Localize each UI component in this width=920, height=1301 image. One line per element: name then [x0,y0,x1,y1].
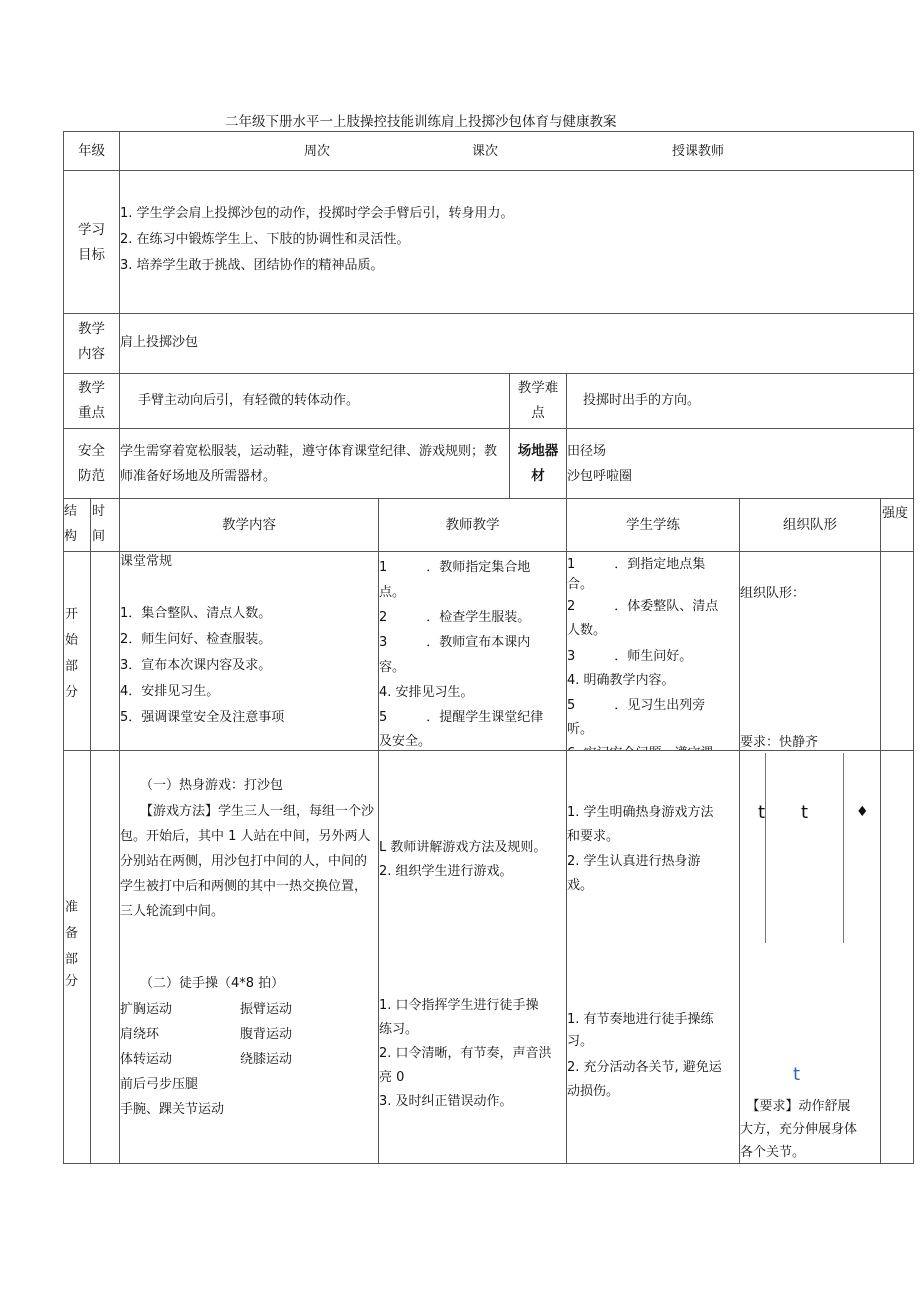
venue-line-1: 田径场 [567,444,607,459]
teacher-label: 授课教师 [672,144,725,159]
calisthenics-teacher-line: 2. 口令清晰，有节奏，声音洪 [379,1046,552,1061]
calisthenics-item: 腹背运动 [240,1027,293,1042]
time-header [90,498,120,552]
difficulty-cell [566,373,914,429]
calisthenics-title: （二）徒手操（4*8 拍） [140,976,285,991]
start-content-item: 1．集合整队、清点人数。 [120,606,272,621]
header-info-cell [119,131,914,171]
intensity-header [880,498,914,552]
week-label: 周次 [304,144,331,159]
calisthenics-student-line: 2. 充分活动各关节, 避免运 [567,1060,722,1075]
prep-requirement-line: 大方，充分伸展身体 [740,1122,858,1137]
start-label-char: 始 [65,633,79,648]
formation-header-label: 组织队形 [783,517,837,533]
student-header [566,498,740,552]
venue-cell [566,428,914,499]
grade-label: 年级 [78,143,105,159]
grade-label-cell [63,131,120,171]
time-header-1: 时 [92,504,106,519]
objectives-label-1: 学习 [78,222,105,238]
start-content-title: 课堂常规 [120,554,173,569]
objectives-label-2: 目标 [78,247,105,263]
time-header-2: 间 [92,529,106,544]
warmup-title: （一）热身游戏：打沙包 [140,778,284,793]
safety-cell [119,428,510,499]
start-teacher-line: 5 ．提醒学生课堂纪律 [379,710,544,725]
keypoints-label-cell [63,373,120,429]
start-teacher-cell [378,551,567,751]
calisthenics-teacher-line: 3. 及时纠正错误动作。 [379,1094,513,1109]
formation-marker-diamond-icon: ♦ [856,804,869,820]
formation-header [739,498,881,552]
start-content-item: 5．强调课堂安全及注意事项 [120,710,285,725]
start-teacher-line: 4. 安排见习生。 [379,685,474,700]
content-label-cell [63,313,120,374]
prep-label-char: 准 [65,900,79,915]
start-teacher-line: 3 ．教师宣布本课内 [379,635,531,650]
start-student-line: 人数。 [567,623,607,638]
start-content-item: 3．宣布本次课内容及求。 [120,658,272,673]
start-student-line: 4. 明确教学内容。 [567,673,675,688]
start-label-char: 分 [65,685,79,700]
start-teacher-line: 容。 [379,660,406,675]
warmup-teacher-line: L 教师讲解游戏方法及规则。 [379,840,547,855]
start-intensity-cell [880,551,914,751]
difficulty-label-1: 教学难 [517,380,559,396]
prep-teacher-cell [378,750,567,1164]
calisthenics-teacher-line: 亮 0 [379,1070,405,1085]
formation-marker-teacher-icon: t [793,1064,801,1085]
calisthenics-item: 振臂运动 [240,1002,293,1017]
objectives-label-cell [63,170,120,314]
start-formation-requirement: 要求：快静齐 [740,735,819,750]
warmup-student-line: 和要求。 [567,829,620,844]
calisthenics-item: 前后弓步压腿 [120,1077,199,1092]
safety-label-2: 防范 [78,468,105,484]
student-header-label: 学生学练 [626,517,680,533]
warmup-teacher-line: 2. 组织学生进行游戏。 [379,864,513,879]
calisthenics-student-line: 动损伤。 [567,1084,620,1099]
start-content-cell [119,551,379,751]
structure-header [63,498,91,552]
start-student-line: 听。 [567,722,594,737]
start-teacher-line: 及安全。 [379,734,432,749]
calisthenics-item: 肩绕环 [120,1027,160,1042]
prep-label-char: 部 [65,952,79,967]
venue-label-2: 材 [531,468,545,484]
calisthenics-student-line: 习。 [567,1034,594,1049]
formation-marker-person-icon: t [801,802,809,823]
start-label-char: 开 [65,607,79,622]
start-content-item: 2．师生问好、检查服装。 [120,632,272,647]
prep-time-cell [90,750,120,1164]
prep-intensity-cell [880,750,914,1164]
content-label-2: 内容 [78,346,105,362]
content-cell [119,313,914,374]
start-teacher-line: 点。 [379,585,406,600]
start-formation-label: 组织队形： [740,586,806,601]
calisthenics-item: 绕膝运动 [240,1052,293,1067]
keypoints-value: 手臂主动向后引，有轻微的转体动作。 [138,393,360,408]
objective-item: 3. 培养学生敢于挑战、团结协作的精神品质。 [120,258,384,273]
warmup-method: 【游戏方法】学生三人一组，每组一个沙包。开始后，其中 1 人站在中间，另外两人分别站在两侧，用沙包打中间的人，中间的学生被打中后和两侧的其中一热交换位置，三人轮流到中间。 [120,804,375,919]
calisthenics-item: 体转运动 [120,1052,173,1067]
intensity-header-label: 强度 [882,506,909,521]
difficulty-value: 投掷时出手的方向。 [583,393,701,408]
difficulty-label-2: 点 [531,405,545,421]
start-student-cell [566,551,740,751]
keypoints-cell [119,373,510,429]
start-structure-cell [63,551,91,751]
difficulty-label-cell [509,373,567,429]
teacher-header-label: 教师教学 [445,517,500,533]
start-time-cell [90,551,120,751]
start-student-line: 5 ．见习生出列旁 [567,698,706,713]
calisthenics-student-line: 1. 有节奏地进行徒手操练 [567,1012,714,1027]
teacher-header [378,498,567,552]
calisthenics-item: 手腕、踝关节运动 [120,1102,225,1117]
calisthenics-teacher-line: 练习。 [379,1022,419,1037]
safety-label-cell [63,428,120,499]
start-label-char: 部 [65,659,79,674]
start-student-line: 2 ．体委整队、清点 [567,599,719,614]
safety-label-1: 安全 [78,443,105,459]
objective-item: 2. 在练习中锻炼学生上、下肢的协调性和灵活性。 [120,232,410,247]
keypoints-label-2: 重点 [78,405,105,421]
venue-line-2: 沙包呼啦圈 [567,469,633,484]
content-header-label: 教学内容 [222,517,276,533]
prep-label-char: 备 [65,926,79,941]
document-title: 二年级下册水平一上肢操控技能训练肩上投掷沙包体育与健康教案 [225,114,617,130]
formation-line-left [765,753,766,943]
content-value: 肩上投掷沙包 [120,335,199,350]
warmup-student-line: 戏。 [567,878,594,893]
prep-requirement-line: 【要求】动作舒展 [740,1099,851,1114]
content-label-1: 教学 [78,321,105,337]
prep-content-cell [119,750,379,1164]
content-header [119,498,379,552]
structure-header-2: 构 [64,529,78,544]
prep-student-cell [566,750,740,1164]
start-teacher-line: 2 ．检查学生服装。 [379,610,531,625]
formation-line-right [843,753,844,943]
prep-formation-cell [739,750,881,1164]
venue-label-cell [509,428,567,499]
keypoints-label-1: 教学 [78,380,105,396]
start-student-line: 1 ．到指定地点集 [567,557,706,572]
prep-requirement-line: 各个关节。 [740,1145,806,1160]
lesson-label: 课次 [472,144,499,159]
start-formation-cell [739,551,881,751]
venue-label-1: 场地器 [517,443,559,459]
warmup-student-line: 1. 学生明确热身游戏方法 [567,805,714,820]
calisthenics-item: 扩胸运动 [120,1002,173,1017]
calisthenics-teacher-line: 1. 口令指挥学生进行徒手操 [379,998,539,1013]
prep-structure-cell [63,750,91,1164]
start-student-line: 合。 [567,577,594,592]
formation-marker-person-icon: t [758,802,766,823]
safety-value: 学生需穿着宽松服装，运动鞋，遵守体育课堂纪律、游戏规则；教师准备好场地及所需器材。 [120,444,498,484]
warmup-student-line: 2. 学生认真进行热身游 [567,854,701,869]
structure-header-1: 结 [64,504,78,519]
start-teacher-line: 1 ．教师指定集合地 [379,560,531,575]
start-content-item: 4．安排见习生。 [120,684,220,699]
start-student-line: 3 ．师生问好。 [567,649,693,664]
objectives-cell [119,170,914,314]
prep-label-char: 分 [65,974,79,989]
objective-item: 1. 学生学会肩上投掷沙包的动作，投掷时学会手臂后引，转身用力。 [120,206,514,221]
